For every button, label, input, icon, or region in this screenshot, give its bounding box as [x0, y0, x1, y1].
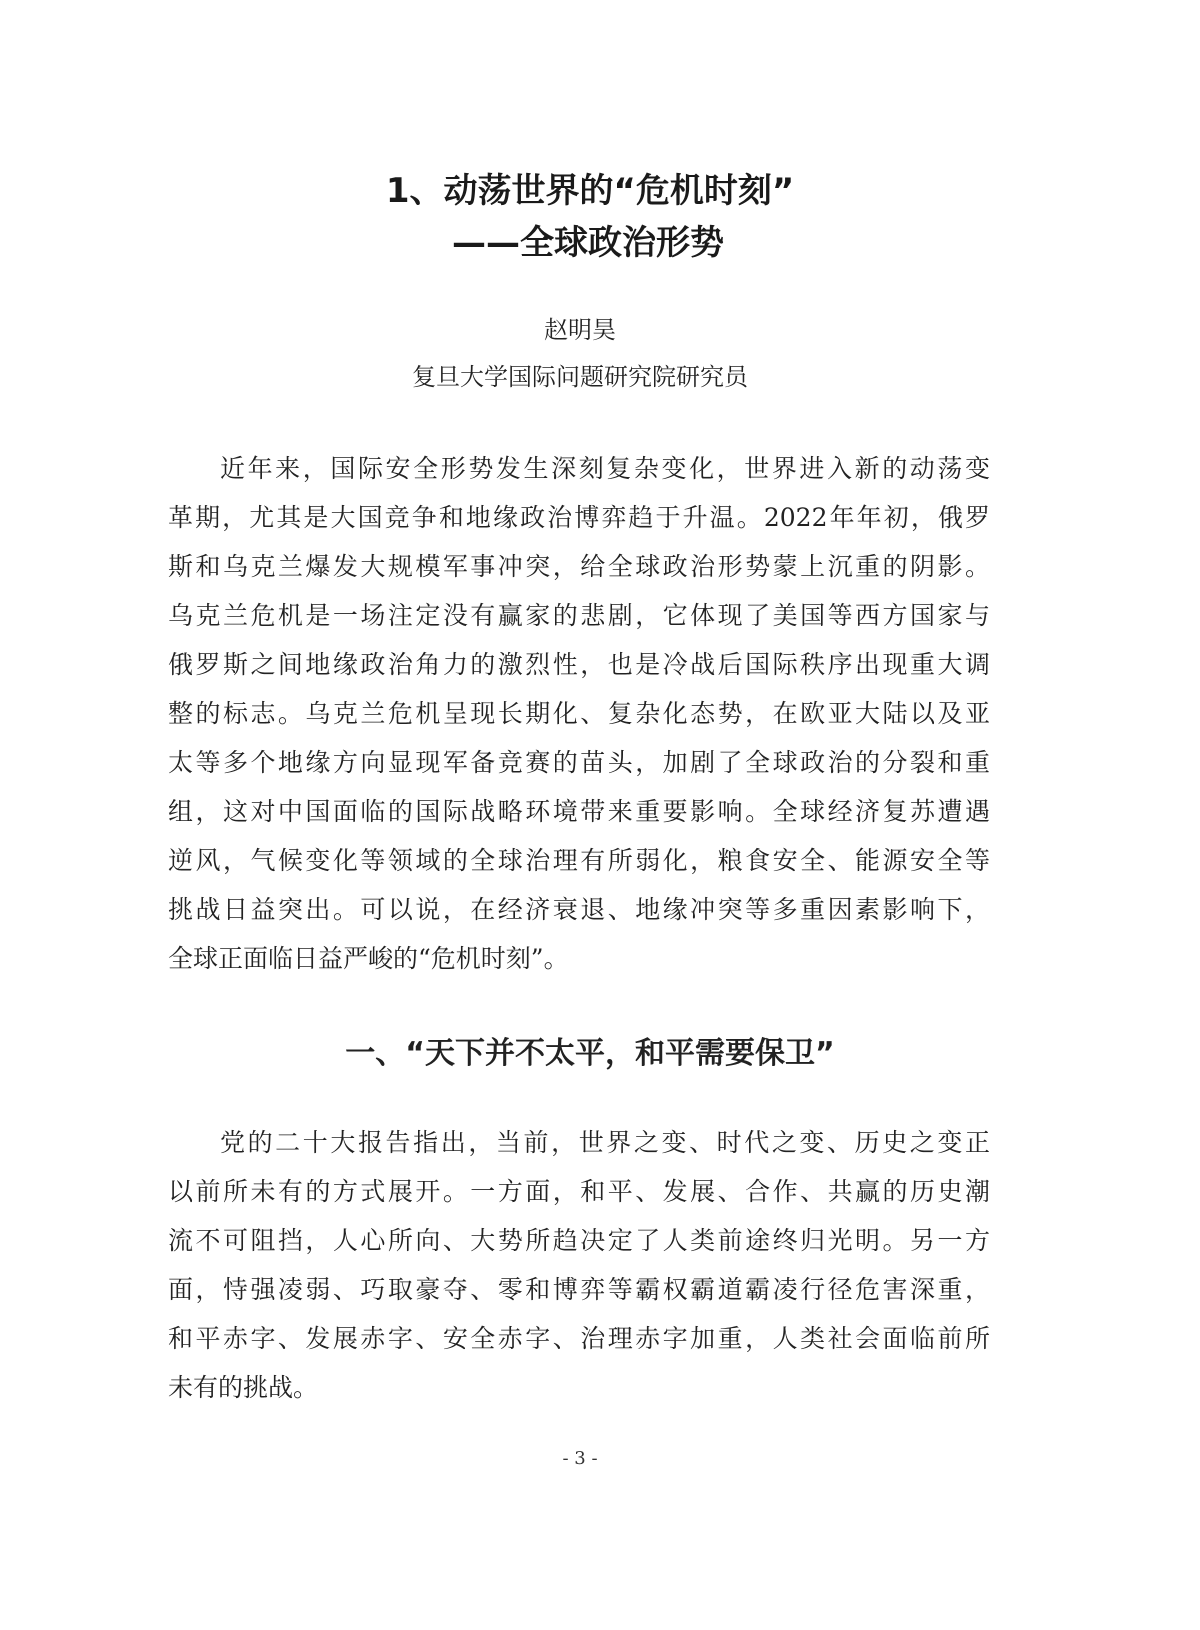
paragraph-line: 和平赤字、发展赤字、安全赤字、治理赤字加重，人类社会面临前所 [168, 1324, 990, 1353]
paragraph-line: 近年来，国际安全形势发生深刻复杂变化，世界进入新的动荡变 [220, 454, 990, 483]
paragraph-line: 乌克兰危机是一场注定没有赢家的悲剧，它体现了美国等西方国家与 [168, 601, 990, 630]
paragraph-line: 逆风，气候变化等领域的全球治理有所弱化，粮食安全、能源安全等 [168, 846, 990, 875]
paragraph-line: 未有的挑战。 [168, 1373, 319, 1402]
paragraph-line: 俄罗斯之间地缘政治角力的激烈性，也是冷战后国际秩序出现重大调 [168, 650, 990, 679]
paragraph-line: 革期，尤其是大国竞争和地缘政治博弈趋于升温。2022年年初，俄罗 [168, 503, 990, 532]
section-heading: 一、“天下并不太平，和平需要保卫” [345, 1036, 835, 1071]
author-affiliation: 复旦大学国际问题研究院研究员 [412, 363, 748, 391]
paragraph-line: 斯和乌克兰爆发大规模军事冲突，给全球政治形势蒙上沉重的阴影。 [168, 552, 990, 581]
paragraph-line: 组，这对中国面临的国际战略环境带来重要影响。全球经济复苏遭遇 [168, 797, 990, 826]
paragraph-line: 挑战日益突出。可以说，在经济衰退、地缘冲突等多重因素影响下， [168, 895, 990, 924]
intro-paragraph [168, 444, 990, 983]
paragraph-line: 面，恃强凌弱、巧取豪夺、零和博弈等霸权霸道霸凌行径危害深重， [168, 1275, 990, 1304]
page-number: - 3 - [562, 1448, 598, 1469]
paragraph-line: 全球正面临日益严峻的“危机时刻”。 [168, 944, 569, 973]
paragraph-line: 党的二十大报告指出，当前，世界之变、时代之变、历史之变正 [220, 1128, 990, 1157]
paragraph-line: 太等多个地缘方向显现军备竞赛的苗头，加剧了全球政治的分裂和重 [168, 748, 990, 777]
document-title-line2: ——全球政治形势 [452, 223, 724, 263]
section-paragraph [168, 1118, 990, 1412]
paragraph-line: 整的标志。乌克兰危机呈现长期化、复杂化态势，在欧亚大陆以及亚 [168, 699, 990, 728]
paragraph-line: 以前所未有的方式展开。一方面，和平、发展、合作、共赢的历史潮 [168, 1177, 990, 1206]
author-name: 赵明昊 [544, 316, 616, 344]
document-title-line1: 1、动荡世界的“危机时刻” [385, 171, 795, 211]
paragraph-line: 流不可阻挡，人心所向、大势所趋决定了人类前途终归光明。另一方 [168, 1226, 990, 1255]
